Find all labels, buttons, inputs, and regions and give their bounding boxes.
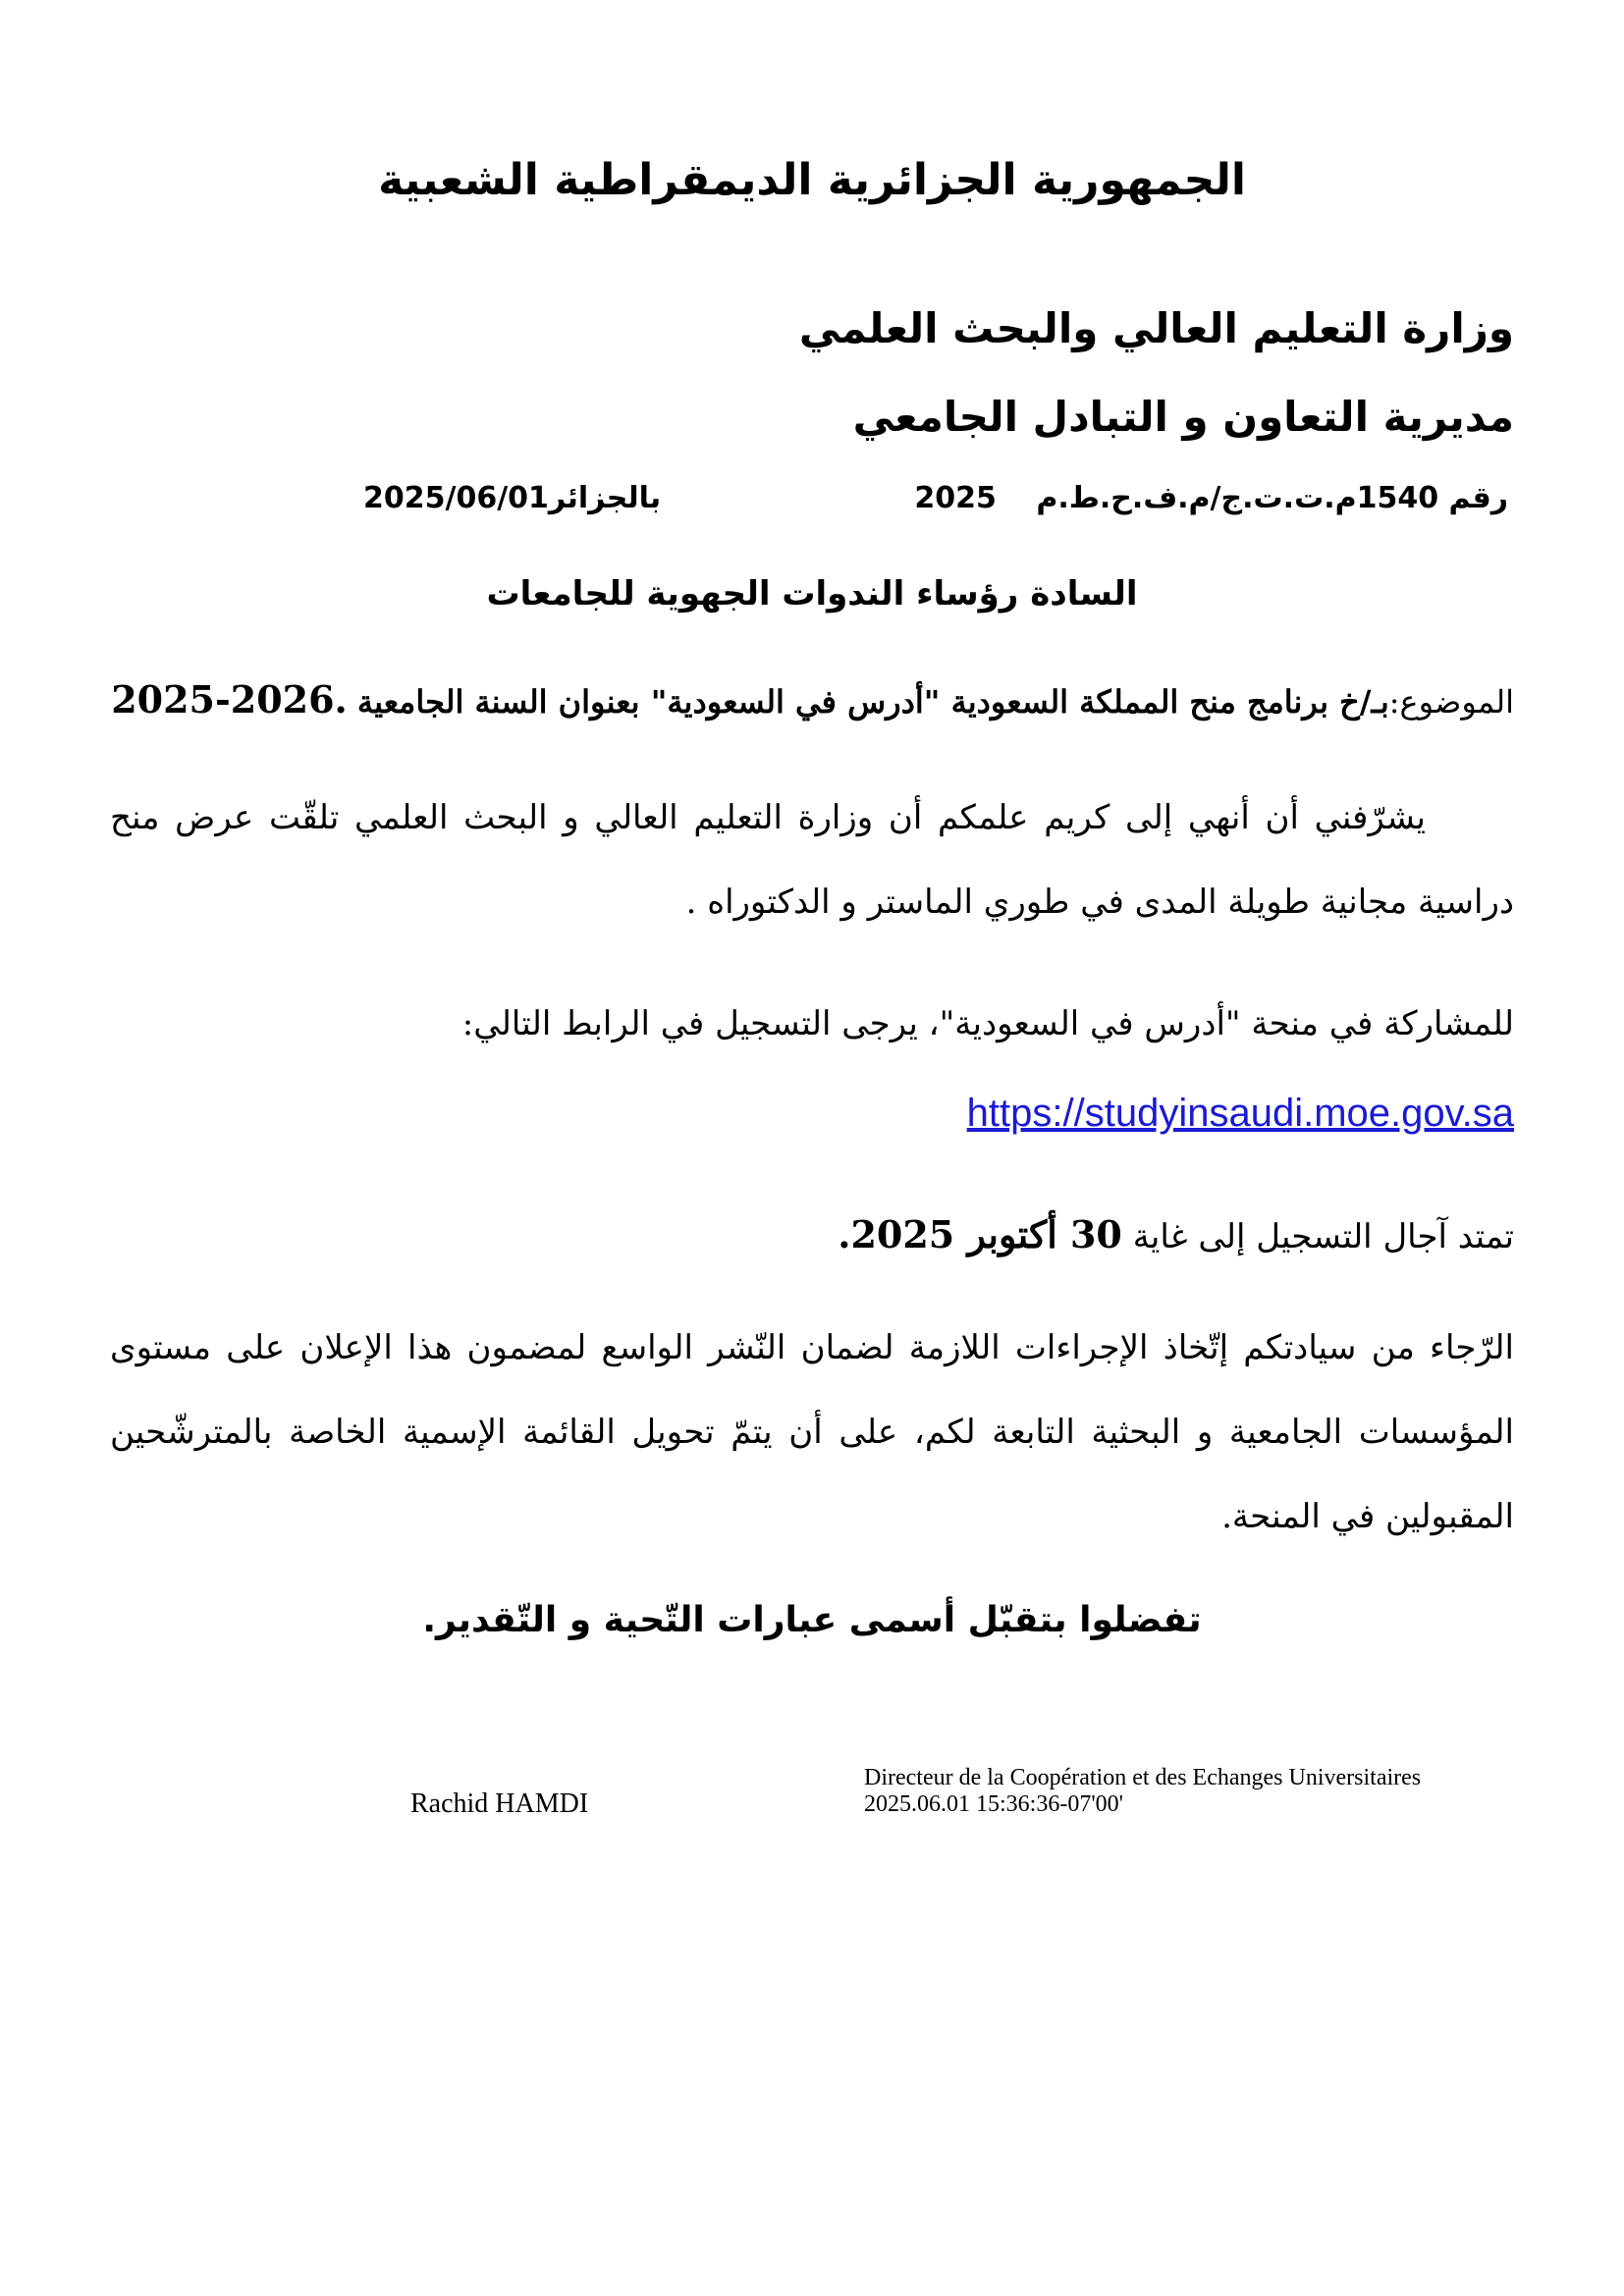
body-paragraph-4: الرّجاء من سيادتكم إتّخاذ الإجراءات اللازمة لضمان النّشر الواسع لمضمون هذا الإعلان على مستوى المؤسسات الجامعية و البحثية التابعة لكم، على أن يتمّ تحويل القائمة الإسمية الخاصة بالمترشّحين المقبولين في المنحة. (110, 1328, 1514, 1536)
country-heading: الجمهورية الجزائرية الديمقراطية الشعبية (378, 155, 1246, 205)
ministry-heading: وزارة التعليم العالي والبحث العلمي (798, 304, 1514, 352)
letter-date: 2025/06/01 (363, 481, 549, 515)
deadline-date: 30 أكتوبر 2025. (838, 1212, 1122, 1256)
reference-prefix: رقم 1540م.ت.ت.ج/م.ف.ح.ط.م (1036, 481, 1508, 515)
registration-link[interactable]: https://studyinsaudi.moe.gov.sa (966, 1092, 1514, 1135)
subject-label: الموضوع: (1388, 683, 1514, 721)
closing-formula: تفضلوا بتقبّل أسمى عبارات التّحية و التّقدير. (422, 1600, 1202, 1640)
directorate-heading: مديرية التعاون و التبادل الجامعي (852, 393, 1514, 441)
date-line (363, 481, 661, 515)
addressee: السادة رؤساء الندوات الجهوية للجامعات (486, 574, 1138, 614)
signatory-name: Rachid HAMDI (410, 1789, 589, 1819)
subject-years: 2025-2026. (111, 677, 348, 721)
deadline-prefix: تمتد آجال التسجيل إلى غاية (1132, 1217, 1514, 1256)
reference-number (914, 481, 1508, 515)
subject-text: بـ/خ برنامج منح المملكة السعودية "أدرس في السعودية" بعنوان السنة الجامعية (356, 683, 1389, 721)
body-paragraph-2: للمشاركة في منحة "أدرس في السعودية"، يرجى التسجيل في الرابط التالي: (461, 1004, 1514, 1043)
date-prefix: بالجزائر (548, 481, 662, 515)
digital-signature-block (864, 1765, 1421, 1818)
signatory-title: Directeur de la Coopération et des Echanges Universitaires (864, 1765, 1422, 1790)
body-paragraph-1: يشرّفني أن أنهي إلى كريم علمكم أن وزارة التعليم العالي و البحث العلمي تلقّت عرض منح دراسية مجانية طويلة المدى في طوري الماستر و الدكتوراه . (110, 798, 1514, 922)
signature-timestamp: 2025.06.01 15:36:36-07'00' (864, 1791, 1123, 1817)
subject-line (111, 677, 1514, 721)
reference-year: 2025 (914, 481, 997, 515)
deadline-line (838, 1212, 1514, 1256)
